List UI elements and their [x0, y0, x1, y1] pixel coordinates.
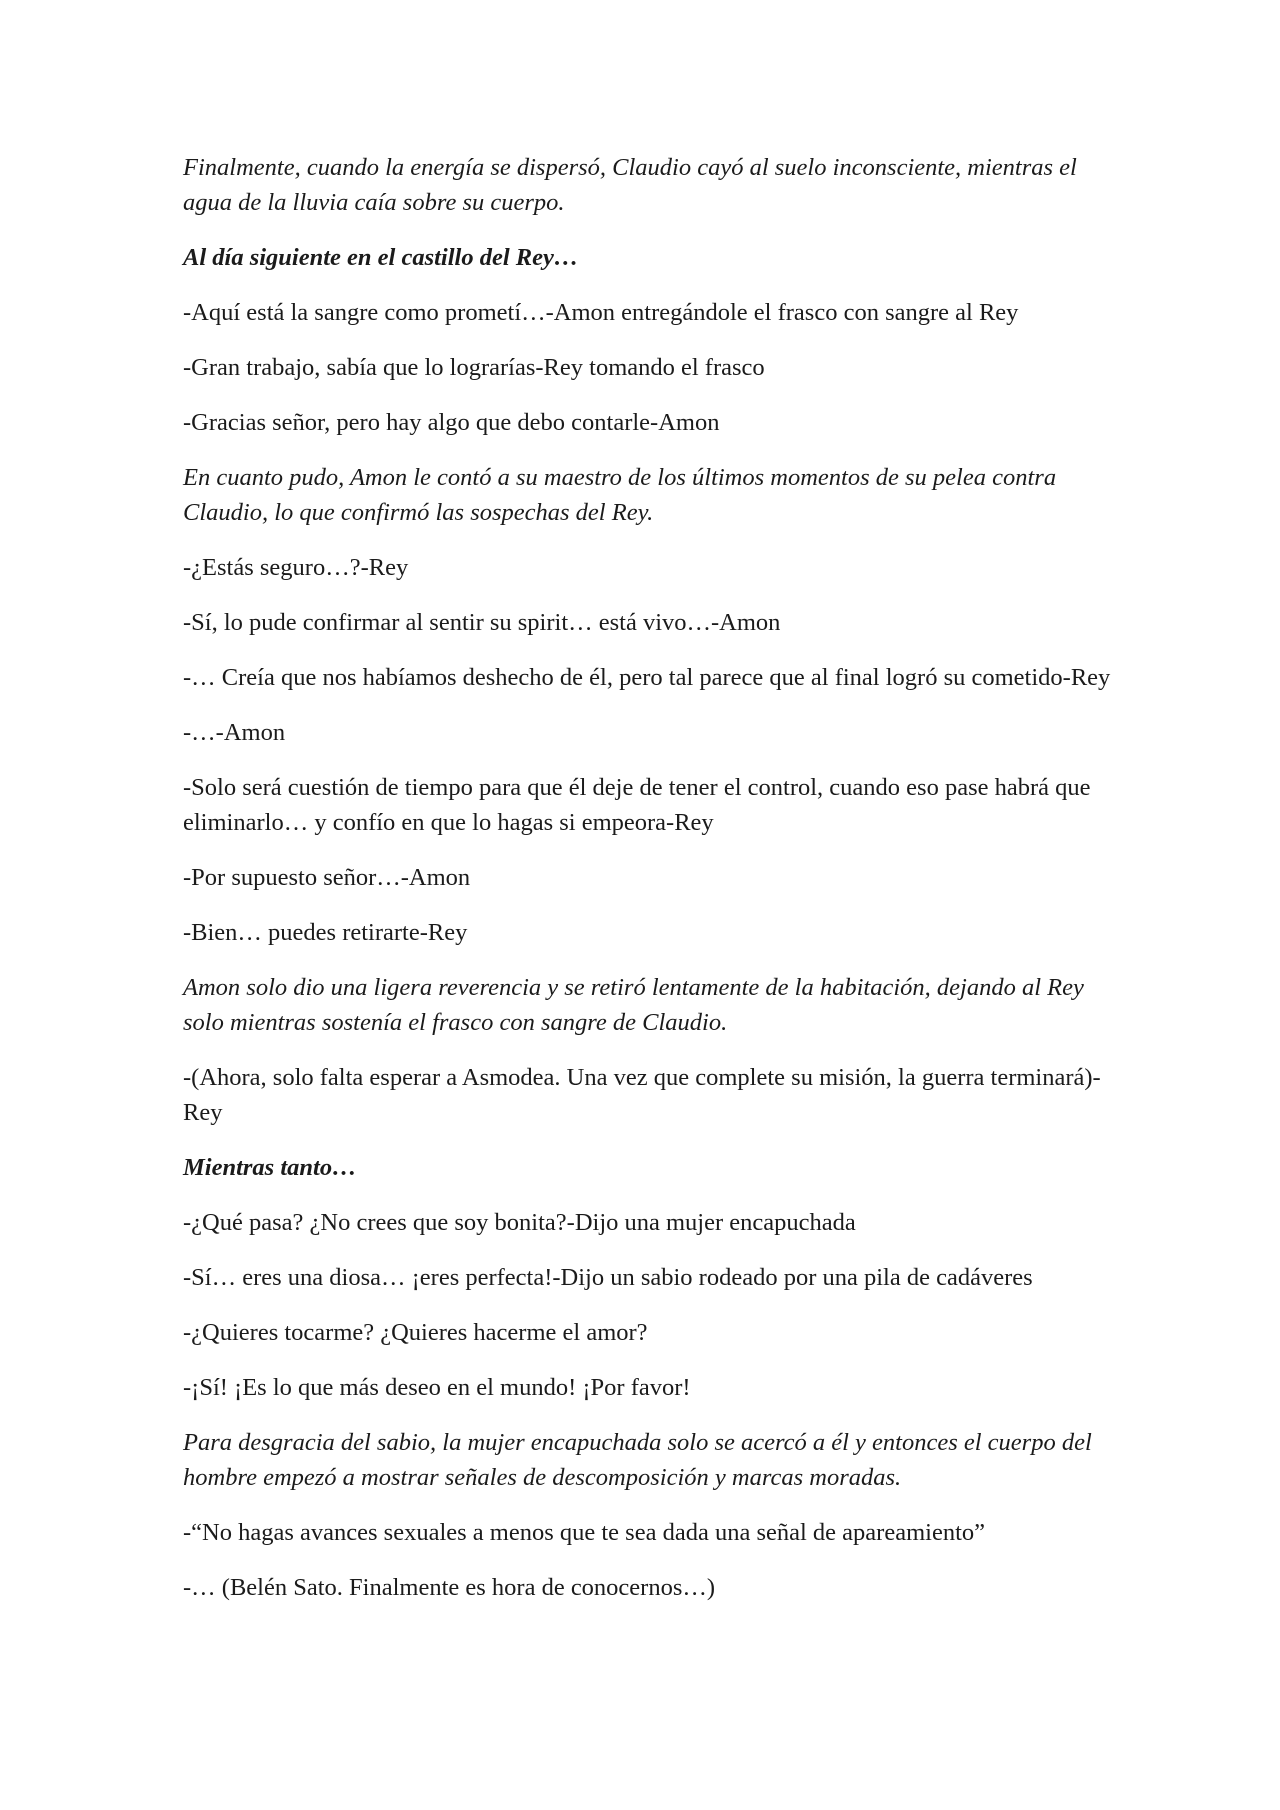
- scene-heading: Mientras tanto…: [183, 1154, 357, 1181]
- dialogue-line: -…-Amon: [183, 719, 286, 746]
- narration-paragraph: Para desgracia del sabio, la mujer encapuchada solo se acercó a él y entonces el cuerpo del hombre empezó a mostrar señales de descomposición y marcas moradas.: [183, 1429, 1092, 1491]
- dialogue-line: -Sí… eres una diosa… ¡eres perfecta!-Dijo un sabio rodeado por una pila de cadáveres: [183, 1264, 1033, 1291]
- scene-heading: Al día siguiente en el castillo del Rey…: [183, 244, 579, 271]
- dialogue-line: -(Ahora, solo falta esperar a Asmodea. Una vez que complete su misión, la guerra terminará)-Rey: [183, 1064, 1101, 1126]
- dialogue-line: -… (Belén Sato. Finalmente es hora de conocernos…): [183, 1574, 716, 1601]
- dialogue-line: -Por supuesto señor…-Amon: [183, 864, 471, 891]
- dialogue-line: -Gran trabajo, sabía que lo lograrías-Rey tomando el frasco: [183, 354, 765, 381]
- dialogue-line: -¿Estás seguro…?-Rey: [183, 554, 409, 581]
- dialogue-line: -Bien… puedes retirarte-Rey: [183, 919, 468, 946]
- dialogue-line: -Aquí está la sangre como prometí…-Amon entregándole el frasco con sangre al Rey: [183, 299, 1019, 326]
- dialogue-line: -“No hagas avances sexuales a menos que te sea dada una señal de apareamiento”: [183, 1519, 986, 1546]
- dialogue-line: -… Creía que nos habíamos deshecho de él, pero tal parece que al final logró su cometido-Rey: [183, 664, 1111, 691]
- dialogue-line: -Sí, lo pude confirmar al sentir su spirit… está vivo…-Amon: [183, 609, 781, 636]
- narration-paragraph: Amon solo dio una ligera reverencia y se retiró lentamente de la habitación, dejando al Rey solo mientras sostenía el frasco con sangre de Claudio.: [183, 974, 1084, 1036]
- dialogue-line: -¿Quieres tocarme? ¿Quieres hacerme el amor?: [183, 1319, 648, 1346]
- narration-paragraph: En cuanto pudo, Amon le contó a su maestro de los últimos momentos de su pelea contra Claudio, lo que confirmó las sospechas del Rey.: [183, 464, 1057, 526]
- document-body: [183, 150, 1118, 1625]
- dialogue-line: -Solo será cuestión de tiempo para que él deje de tener el control, cuando eso pase habrá que eliminarlo… y confío en que lo hagas si empeora-Rey: [183, 774, 1091, 836]
- dialogue-line: -Gracias señor, pero hay algo que debo contarle-Amon: [183, 409, 720, 436]
- dialogue-line: -¿Qué pasa? ¿No crees que soy bonita?-Dijo una mujer encapuchada: [183, 1209, 856, 1236]
- dialogue-line: -¡Sí! ¡Es lo que más deseo en el mundo! ¡Por favor!: [183, 1374, 691, 1401]
- narration-paragraph: Finalmente, cuando la energía se dispersó, Claudio cayó al suelo inconsciente, mientras el agua de la lluvia caía sobre su cuerpo.: [183, 154, 1077, 216]
